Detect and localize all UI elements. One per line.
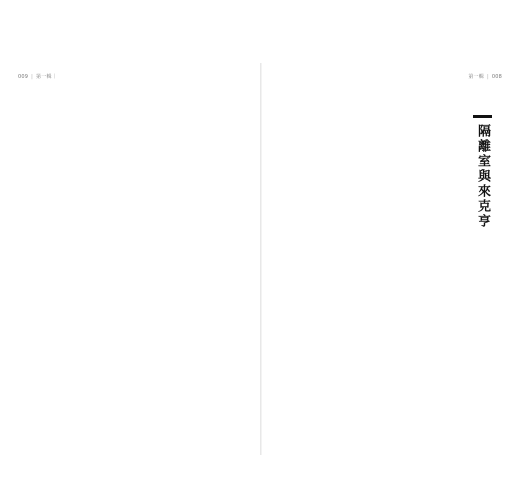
- right-page-header: 第一輯 | 008: [468, 74, 502, 80]
- right-page-number: 008: [491, 74, 502, 80]
- left-page: [8, 63, 260, 455]
- right-page: [262, 63, 512, 455]
- right-page-body: [270, 121, 468, 421]
- chapter-title: 隔離室與來克亨: [473, 115, 492, 229]
- left-page-section: 第一輯｜: [36, 74, 57, 80]
- left-page-header: 009 | 第一輯｜: [18, 74, 57, 80]
- right-page-section: 第一輯: [468, 74, 484, 80]
- left-page-number: 009: [18, 74, 29, 80]
- left-page-body: [16, 121, 252, 421]
